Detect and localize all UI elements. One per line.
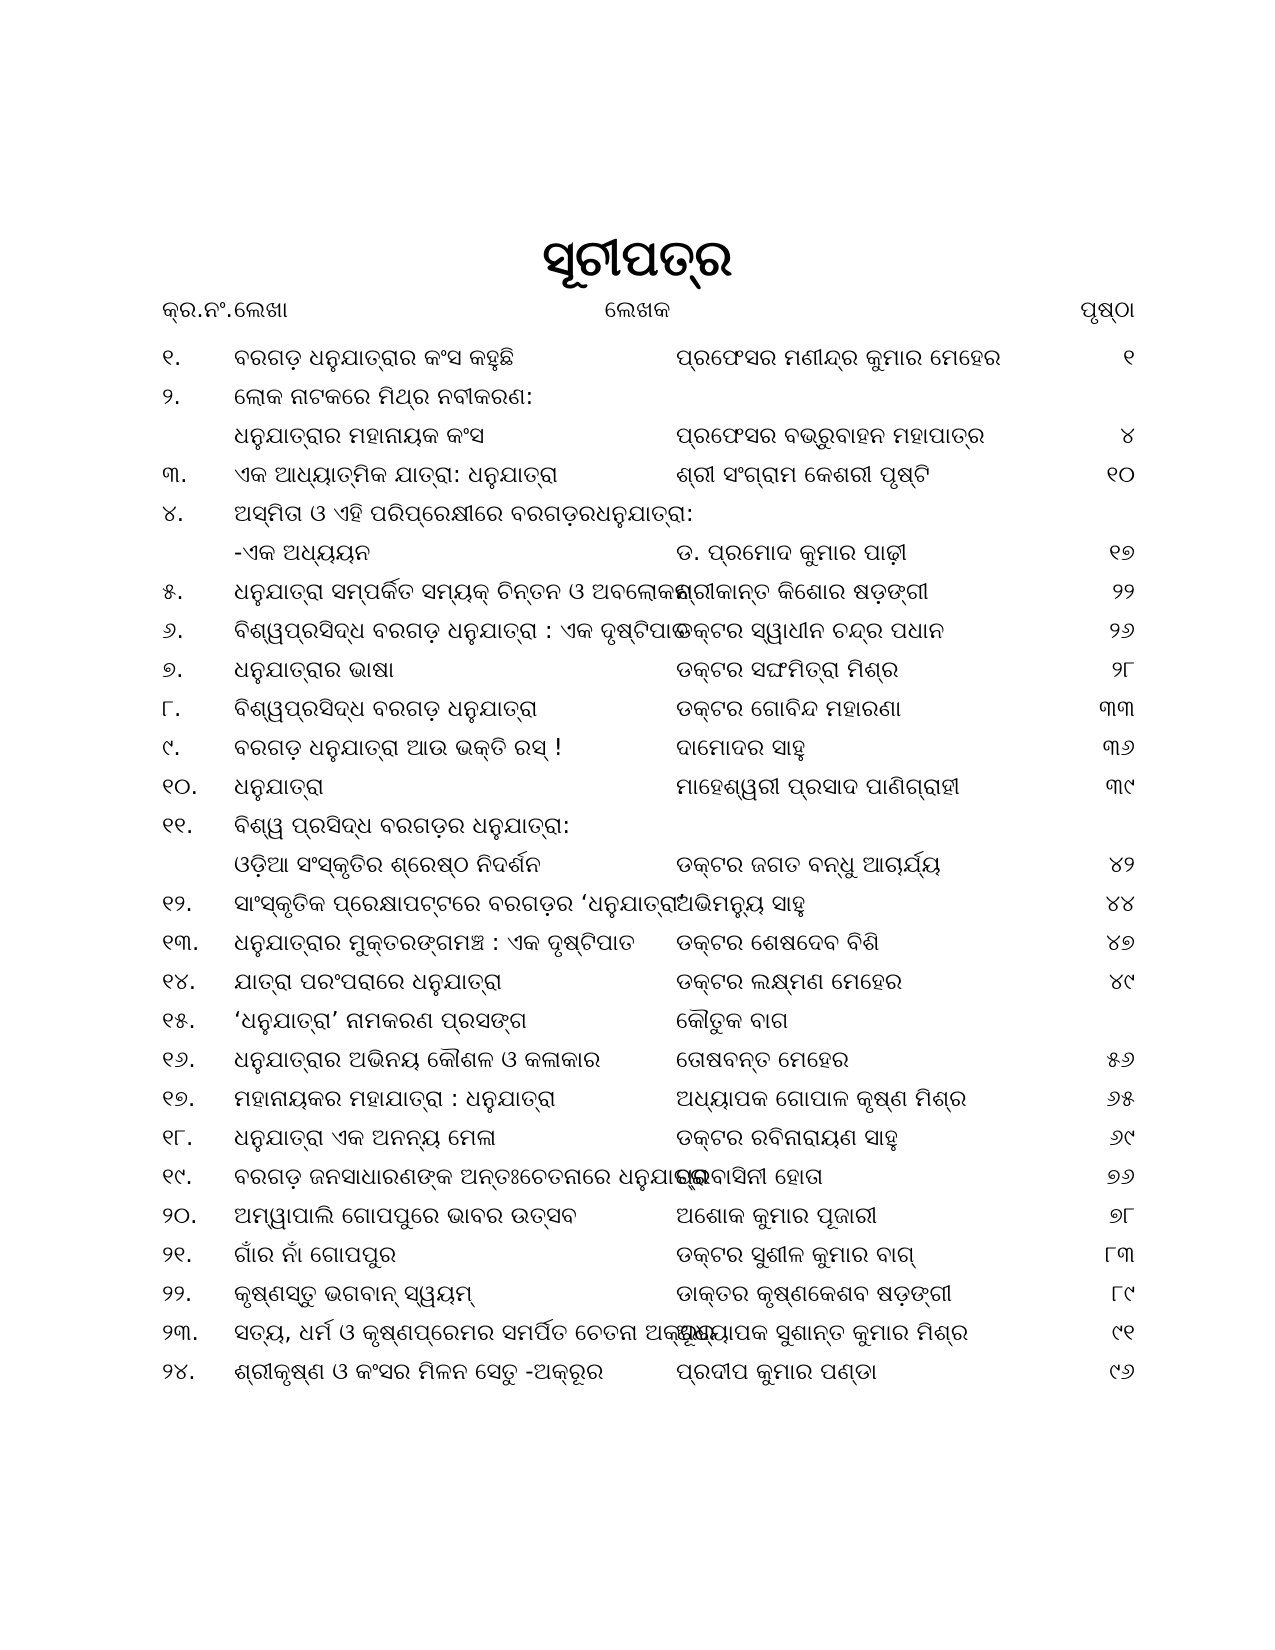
toc-row: [0, 1352, 1275, 1392]
toc-article-title: ଲୋକ ନାଟକରେ ମିଥ୍ର ନବୀକରଣ:: [234, 384, 534, 410]
toc-article-title: ଧନୁଯାତ୍ରାର ଅଭିନୟ କୌଶଳ ଓ କଳାକାର: [234, 1047, 601, 1073]
toc-serial-number: ୩.: [162, 462, 188, 488]
toc-row: [0, 1040, 1275, 1080]
toc-author: ଡକ୍ଟର ରବିନାରାୟଣ ସାହୁ: [676, 1125, 898, 1151]
toc-row: [0, 494, 1275, 534]
toc-author: ଡ. ପ୍ରମୋଦ କୁମାର ପାଢ଼ୀ: [676, 540, 907, 566]
toc-author: ତୋଷବନ୍ତ ମେହେର: [676, 1047, 850, 1073]
toc-row: [0, 455, 1275, 495]
toc-article-title: ଧନୁଯାତ୍ରା: [234, 774, 324, 800]
toc-serial-number: ୬.: [162, 618, 184, 644]
toc-author: କୌତୁକ ବାଗ: [676, 1008, 789, 1034]
toc-article-title: ଅମ୍ୱାପାଲି ଗୋପପୁରେ ଭାବର ଉତ୍ସବ: [234, 1203, 577, 1229]
toc-article-title: ଧନୁଯାତ୍ରା ସମ୍ପର୍କିତ ସମ୍ୟକ୍ ଚିନ୍ତନ ଓ ଅବଲୋକନ: [234, 579, 691, 605]
toc-serial-number: ୧୦.: [162, 774, 198, 800]
toc-page-number: ୫୬: [1106, 1047, 1135, 1073]
toc-serial-number: ୧୩.: [162, 930, 200, 956]
toc-row: [0, 416, 1275, 456]
toc-page-number: ୪୪: [1105, 891, 1135, 917]
toc-row: [0, 767, 1275, 807]
toc-serial-number: ୨୦.: [162, 1203, 198, 1229]
toc-author: ଡାକ୍ତର କୃଷ୍ଣକେଶବ ଷଡ଼ଙ୍ଗୀ: [676, 1281, 953, 1307]
toc-page-number: ୨୮: [1111, 657, 1135, 683]
toc-serial-number: ୨୪.: [162, 1359, 196, 1385]
toc-page-number: ୧୭: [1108, 540, 1135, 566]
toc-author: ପ୍ରଦୀପ କୁମାର ପଣ୍ଡା: [676, 1359, 878, 1385]
toc-serial-number: ୯.: [162, 735, 181, 761]
toc-serial-number: ୧୯.: [162, 1164, 193, 1190]
toc-author: ଡକ୍ଟର ଶେଷଦେବ ବିଶି: [676, 930, 880, 956]
toc-row: [0, 611, 1275, 651]
toc-serial-number: ୨୩.: [162, 1320, 199, 1346]
toc-row: [0, 1313, 1275, 1353]
toc-page-number: ୩୩: [1098, 696, 1135, 722]
toc-page-number: ୧୦: [1106, 462, 1135, 488]
toc-article-title: ବିଶ୍ୱ ପ୍ରସିଦ୍ଧ ବରଗଡ଼ର ଧନୁଯାତ୍ରା:: [234, 813, 571, 839]
toc-row: [0, 689, 1275, 729]
header-serial-number: କ୍ର.ନଂ.: [162, 297, 233, 323]
header-article: ଲେଖା: [234, 297, 288, 323]
toc-page-number: ୪: [1120, 423, 1135, 449]
toc-article-title: ‘ଧନୁଯାତ୍ରା’ ନାମକରଣ ପ୍ରସଙ୍ଗ: [234, 1008, 528, 1034]
toc-page-number: ୨୨: [1112, 579, 1135, 605]
toc-row: [0, 1079, 1275, 1119]
toc-article-title: ସାଂସ୍କୃତିକ ପ୍ରେକ୍ଷାପଟ୍ଟରେ ବରଗଡ଼ର ‘ଧନୁଯାତ୍ରା’: [234, 891, 686, 917]
toc-row: [0, 1274, 1275, 1314]
toc-serial-number: ୧୪.: [162, 969, 197, 995]
toc-author: ଡକ୍ଟର ଗୋବିନ୍ଦ ମହାରଣା: [676, 696, 902, 722]
toc-article-title: ଅସ୍ମିତା ଓ ଏହି ପରିପ୍ରେକ୍ଷୀରେ ବରଗଡ଼ରଧନୁଯାତ୍ରା:: [234, 501, 694, 527]
toc-article-title: ମହାନାୟକର ମହାଯାତ୍ରା : ଧନୁଯାତ୍ରା: [234, 1086, 556, 1112]
toc-article-title: ଧନୁଯାତ୍ରାର ମହାନାୟକ କଂସ: [234, 423, 485, 449]
toc-row: [0, 728, 1275, 768]
toc-page-number: ୩୬: [1102, 735, 1135, 761]
toc-row: [0, 845, 1275, 885]
header-page: ପୃଷ୍ଠା: [1080, 297, 1135, 323]
toc-serial-number: ୧୧.: [162, 813, 194, 839]
toc-page-number: ୬୫: [1106, 1086, 1135, 1112]
toc-serial-number: ୨୨.: [162, 1281, 193, 1307]
toc-serial-number: ୨୧.: [162, 1242, 193, 1268]
toc-author: ଡକ୍ଟର ସଙ୍ଘମିତ୍ରା ମିଶ୍ର: [676, 657, 899, 683]
toc-author: ପ୍ରଫେସର ମଣୀନ୍ଦ୍ର କୁମାର ମେହେର: [676, 345, 1001, 371]
toc-serial-number: ୧୮.: [162, 1125, 194, 1151]
toc-page-number: ୮୯: [1111, 1281, 1135, 1307]
toc-author: ଡକ୍ଟର ଜଗତ ବନ୍ଧୁ ଆଚାର୍ଯ୍ୟ: [676, 852, 941, 878]
toc-row: [0, 650, 1275, 690]
toc-article-title: ଧନୁଯାତ୍ରାର ମୁକ୍ତରଙ୍ଗମଞ୍ଚ : ଏକ ଦୃଷ୍ଟିପାତ: [234, 930, 635, 956]
toc-article-title: ସତ୍ୟ, ଧର୍ମ ଓ କୃଷ୍ଣପ୍ରେମର ସମର୍ପିତ ଚେତନା ଅକ୍ରୂର: [234, 1320, 715, 1346]
toc-page-number: ୪୯: [1108, 969, 1135, 995]
header-author: ଲେଖକ: [604, 297, 671, 323]
toc-serial-number: ୧.: [162, 345, 182, 371]
toc-row: [0, 806, 1275, 846]
toc-author: ଅଧ୍ୟାପକ ସୁଶାନ୍ତ କୁମାର ମିଶ୍ର: [676, 1320, 969, 1346]
toc-row: [0, 923, 1275, 963]
toc-page-number: ୬୯: [1109, 1125, 1135, 1151]
toc-author: ମାହେଶ୍ୱରୀ ପ୍ରସାଦ ପାଣିଗ୍ରାହୀ: [676, 774, 960, 800]
toc-row: [0, 572, 1275, 612]
toc-row: [0, 338, 1275, 378]
toc-author: ପ୍ରବାସିନୀ ହୋତା: [676, 1164, 824, 1190]
toc-author: ଶ୍ରୀକାନ୍ତ କିଶୋର ଷଡ଼ଙ୍ଗୀ: [676, 579, 929, 605]
toc-serial-number: ୧୬.: [162, 1047, 196, 1073]
toc-article-title: ବରଗଡ଼ ଧନୁଯାତ୍ରା ଆଉ ଭକ୍ତି ରସ୍ !: [234, 735, 563, 761]
toc-author: ଅଶୋକ କୁମାର ପୂଜାରୀ: [676, 1203, 878, 1229]
toc-serial-number: ୮.: [162, 696, 182, 722]
toc-article-title: ଓଡ଼ିଆ ସଂସ୍କୃତିର ଶ୍ରେଷ୍ଠ ନିଦର୍ଶନ: [234, 852, 541, 878]
toc-author: ଦାମୋଦର ସାହୁ: [676, 735, 806, 761]
toc-serial-number: ୪.: [162, 501, 185, 527]
toc-article-title: ବରଗଡ଼ ଧନୁଯାତ୍ରାର କଂସ କହୁଛି: [234, 345, 515, 371]
toc-page-number: ୪୨: [1108, 852, 1135, 878]
toc-row: [0, 1235, 1275, 1275]
toc-author: ପ୍ରଫେସର ବଭ୍ରୁବାହନ ମହାପାତ୍ର: [676, 423, 985, 449]
toc-row: [0, 1157, 1275, 1197]
toc-serial-number: ୧୭.: [162, 1086, 196, 1112]
toc-row: [0, 1118, 1275, 1158]
toc-page-number: ୪୭: [1106, 930, 1135, 956]
toc-row: [0, 533, 1275, 573]
toc-page-number: ୭୬: [1106, 1164, 1135, 1190]
toc-article-title: -ଏକ ଅଧ୍ୟୟନ: [234, 540, 371, 566]
toc-article-title: କୃଷ୍ଣସ୍ତୁ ଭଗବାନ୍ ସ୍ୱୟମ୍: [234, 1281, 473, 1307]
toc-article-title: ଧନୁଯାତ୍ରାର ଭାଷା: [234, 657, 395, 683]
toc-author: ଡକ୍ଟର ସ୍ୱାଧୀନ ଚନ୍ଦ୍ର ପଧାନ: [676, 618, 945, 644]
toc-row: [0, 1196, 1275, 1236]
toc-serial-number: ୫.: [162, 579, 184, 605]
toc-article-title: ବିଶ୍ୱପ୍ରସିଦ୍ଧ ବରଗଡ଼ ଧନୁଯାତ୍ରା: [234, 696, 538, 722]
toc-page-number: ୮୩: [1104, 1242, 1135, 1268]
toc-serial-number: ୧୫.: [162, 1008, 196, 1034]
toc-article-title: ଶ୍ରୀକୃଷ୍ଣ ଓ କଂସର ମିଳନ ସେତୁ -ଅକ୍ରୂର: [234, 1359, 604, 1385]
toc-article-title: ଯାତ୍ରା ପରଂପରାରେ ଧନୁଯାତ୍ରା: [234, 969, 503, 995]
toc-author: ଡକ୍ଟର ଲକ୍ଷ୍ମଣ ମେହେର: [676, 969, 903, 995]
toc-article-title: ଧନୁଯାତ୍ରା ଏକ ଅନନ୍ୟ ମେଳା: [234, 1125, 497, 1151]
toc-page-number: ୩୯: [1105, 774, 1135, 800]
toc-author: ଅଧ୍ୟାପକ ଗୋପାଳ କୃଷ୍ଣ ମିଶ୍ର: [676, 1086, 967, 1112]
toc-author: ଡକ୍ଟର ସୁଶୀଳ କୁମାର ବାଗ୍: [676, 1242, 915, 1268]
toc-page-number: ୭୮: [1108, 1203, 1135, 1229]
toc-page-number: ୧: [1123, 345, 1135, 371]
toc-page-number: ୨୬: [1109, 618, 1135, 644]
toc-author: ଅଭିମନ୍ୟୁ ସାହୁ: [676, 891, 806, 917]
toc-row: [0, 962, 1275, 1002]
toc-row: [0, 1001, 1275, 1041]
toc-serial-number: ୧୨.: [162, 891, 193, 917]
toc-author: ଶ୍ରୀ ସଂଗ୍ରାମ କେଶରୀ ପୃଷ୍ଟି: [676, 462, 930, 488]
page-title: ସୂଚୀପତ୍ର: [542, 229, 733, 287]
toc-article-title: ଗାଁର ନାଁ ଗୋପପୁର: [234, 1242, 397, 1268]
toc-serial-number: ୨.: [162, 384, 181, 410]
toc-article-title: ବରଗଡ଼ ଜନସାଧାରଣଙ୍କ ଅନ୍ତଃଚେତନାରେ ଧନୁଯାତ୍ରା: [234, 1164, 709, 1190]
toc-article-title: ଏକ ଆଧ୍ୟାତ୍ମିକ ଯାତ୍ରା: ଧନୁଯାତ୍ରା: [234, 462, 558, 488]
toc-row: [0, 884, 1275, 924]
toc-article-title: ବିଶ୍ୱପ୍ରସିଦ୍ଧ ବରଗଡ଼ ଧନୁଯାତ୍ରା : ଏକ ଦୃଷ୍ଟିପାତ: [234, 618, 689, 644]
toc-row: [0, 377, 1275, 417]
toc-serial-number: ୭.: [162, 657, 184, 683]
toc-page-number: ୯୬: [1109, 1359, 1135, 1385]
toc-page-number: ୯୧: [1111, 1320, 1135, 1346]
toc-header-row: [0, 290, 1275, 330]
